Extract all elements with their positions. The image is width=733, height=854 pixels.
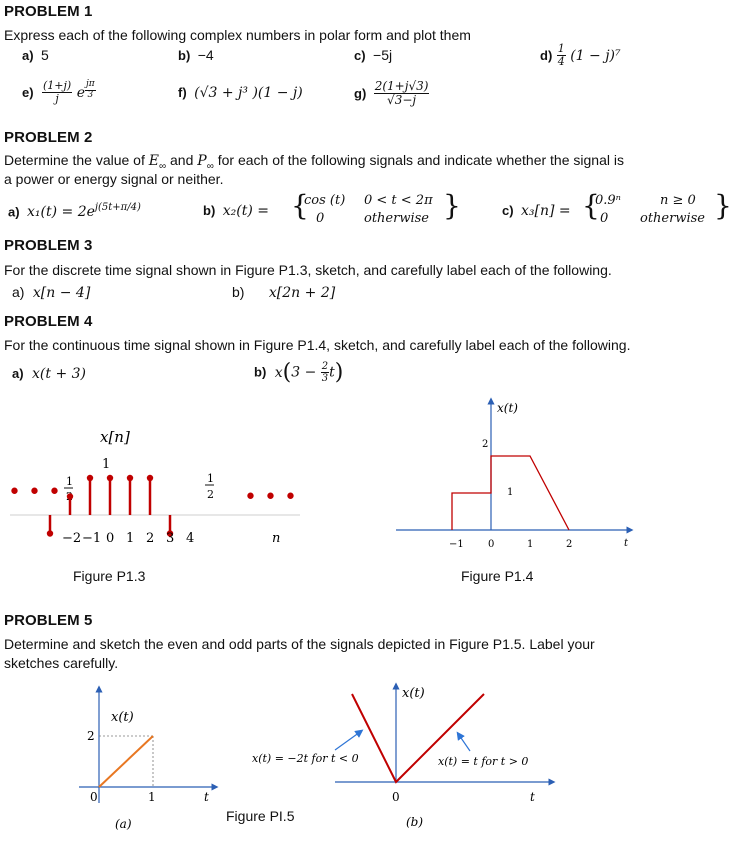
p4-a-label: a) [12, 366, 24, 381]
p4-b-frac: $\frac{2}{3}$ [321, 361, 329, 384]
fig15b-origin: 0 [392, 790, 400, 804]
fig13-half-right-num: 1 [207, 472, 214, 485]
p1-item-d [540, 43, 621, 68]
p2-c-brace-close: } [714, 189, 732, 222]
fig15a-sub: (a) [115, 817, 132, 831]
p2-b-case1-cond: 0 < t < 2π [364, 193, 433, 208]
p1-d-label: d) [540, 47, 553, 63]
figure-p1-5a [75, 683, 235, 843]
fig13-dots-right: • • • [244, 485, 297, 510]
p1-e-frac: $\frac{(1+j)}{j}$ [43, 79, 72, 106]
p2-c-label: c) [502, 203, 514, 218]
fig13-one-label: 1 [102, 457, 111, 472]
p4-b-label: b) [254, 364, 267, 380]
p1-f-label: f) [178, 85, 187, 100]
p2-b-label: b) [203, 203, 216, 218]
p3-item-b [232, 284, 335, 302]
fig15a-xlabel: t [204, 790, 209, 804]
fig14-tick-label: 1 [527, 539, 534, 550]
p2-a-exp: j(5t+π/4) [94, 202, 141, 213]
fig13-stem-head [47, 530, 53, 536]
p3-a-label: a) [12, 284, 25, 300]
p1-a-expr: 5 [41, 47, 49, 63]
fig14-tick-label: 2 [566, 539, 573, 550]
p1-d-expr: (1 − j)⁷ [570, 47, 621, 64]
fig15a-origin: 0 [90, 790, 98, 804]
p1-c-expr: −5j [373, 47, 393, 63]
p2-a-expr: x₁(t) = 2e [27, 204, 95, 221]
fig13-stem-head [87, 475, 93, 481]
p-infinity: $P_\infty$ [197, 153, 214, 172]
p1-item-b [178, 47, 214, 65]
fig13-half-left-num: 1 [66, 475, 73, 488]
p2-b-case2-val: 0 [316, 211, 325, 226]
fig13-tick-labels [62, 531, 194, 546]
p2-c-lhs: x₃[n] = [521, 203, 571, 219]
fig14-tick-labels [449, 539, 572, 550]
p1-item-g [354, 80, 429, 107]
p3-b-expr: x[2n + 2] [268, 285, 336, 301]
fig13-tick-label: −1 [82, 531, 102, 546]
problem-1-heading: PROBLEM 1 [4, 3, 93, 20]
fig14-y1-label: 1 [507, 487, 514, 498]
p1-e-exponent: $\frac{j\pi}{3}$ [85, 79, 95, 100]
fig15a-y2: 2 [87, 729, 95, 743]
fig14-y2-label: 2 [482, 439, 489, 450]
fig15b-right-arrow [459, 735, 470, 751]
p2-b-lhs: x₂(t) = [222, 203, 269, 219]
p2-item-c [502, 202, 571, 220]
p2-c-brace: { [582, 189, 600, 222]
problem-3-instruction: For the discrete time signal shown in Figure P1.3, sketch, and carefully label each of the following. [4, 262, 612, 278]
p2-a-label: a) [8, 204, 20, 220]
p1-e-base: e [76, 84, 85, 101]
fig15-caption: Figure PI.5 [226, 808, 295, 824]
p3-item-a [12, 284, 90, 302]
fig13-half-right-den: 2 [207, 488, 214, 501]
problem-4-instruction: For the continuous time signal shown in Figure P1.4, sketch, and carefully label each of the following. [4, 337, 631, 353]
problem-2-heading: PROBLEM 2 [4, 129, 93, 146]
p2-c-case2-cond: otherwise [640, 211, 705, 226]
fig15b-left-note: x(t) = −2t for t < 0 [252, 752, 359, 765]
fig13-stem-head [107, 475, 113, 481]
figure-p1-4 [390, 395, 650, 555]
p1-g-label: g) [354, 86, 367, 102]
fig14-tick-label: −1 [449, 539, 464, 550]
problem-5-instruction: Determine and sketch the even and odd parts of the signals depicted in Figure P1.5. Label your [4, 636, 595, 652]
p2-item-b [203, 202, 269, 220]
e-infinity: $E_\infty$ [148, 153, 167, 172]
p2-c-case2-val: 0 [600, 211, 609, 226]
problem-5-heading: PROBLEM 5 [4, 612, 93, 629]
p1-f-expr: (√3 + j³ )(1 − j) [194, 85, 303, 101]
p4-a-expr: x(t + 3) [32, 366, 86, 382]
figure-p1-3 [0, 420, 310, 550]
fig13-xlabel: n [272, 531, 281, 546]
fig13-stem-head [67, 493, 73, 499]
problem-3-heading: PROBLEM 3 [4, 237, 93, 254]
fig15b-signal-curve [352, 694, 484, 782]
fig13-dots-left: • • • [8, 480, 61, 505]
fig13-caption: Figure P1.3 [73, 568, 146, 584]
fig15b-xlabel: t [530, 790, 535, 804]
fig14-xlabel: t [624, 538, 629, 549]
p1-item-f [178, 84, 303, 102]
fig15a-ramp [99, 736, 153, 787]
p1-b-label: b) [178, 48, 191, 63]
fig13-tick-label: −2 [62, 531, 82, 546]
fig15b-left-arrow [335, 732, 360, 750]
fig15b-sub: (b) [406, 815, 424, 829]
p1-item-c [354, 47, 392, 65]
fig14-ylabel: x(t) [497, 401, 518, 415]
p1-e-label: e) [22, 84, 34, 100]
p1-d-frac: $\frac{1}{4}$ [557, 42, 565, 69]
fig15a-x1: 1 [148, 790, 156, 804]
fig15a-ylabel: x(t) [111, 710, 134, 725]
p3-b-label: b) [232, 284, 245, 300]
fig13-ylabel: x[n] [100, 428, 130, 446]
problem-1-instruction: Express each of the following complex numbers in polar form and plot them [4, 27, 471, 43]
fig14-caption: Figure P1.4 [461, 568, 534, 584]
fig13-stem-head [127, 475, 133, 481]
fig13-stem-head [147, 475, 153, 481]
problem-4-heading: PROBLEM 4 [4, 313, 93, 330]
p2-b-brace: { [291, 189, 309, 222]
p1-item-a [22, 47, 49, 65]
fig13-tick-label: 4 [186, 531, 195, 546]
fig15b-right-note: x(t) = t for t > 0 [438, 755, 529, 768]
problem-2-instruction-line2: a power or energy signal or neither. [4, 171, 224, 187]
fig15b-ylabel: x(t) [402, 686, 425, 701]
fig13-tick-label: 2 [146, 531, 155, 546]
fig13-tick-label: 3 [166, 531, 175, 546]
p2-item-a [8, 202, 141, 221]
problem-5-instruction-line2: sketches carefully. [4, 655, 119, 671]
p2-b-case2-cond: otherwise [364, 211, 429, 226]
problem-2-instruction: Determine the value of $E_\infty$ and $P_\infty$ for each of the following signals and indicate whether the signal is [4, 152, 624, 172]
p1-a-label: a) [22, 48, 34, 63]
p4-item-b: b) x(3 − $\frac{2}{3}$ t) [254, 360, 344, 385]
fig14-tick-label: 0 [488, 539, 495, 550]
fig13-tick-label: 0 [106, 531, 115, 546]
p1-b-expr: −4 [197, 47, 214, 63]
p2-c-case1-cond: n ≥ 0 [660, 193, 696, 208]
p2-b-case1-val: cos (t) [304, 193, 346, 208]
p2-b-brace-close: } [443, 189, 461, 222]
p1-g-frac: $\frac{2(1+j√3)}{√3-j}$ [374, 79, 429, 108]
p3-a-expr: x[n − 4] [32, 285, 91, 301]
p1-c-label: c) [354, 48, 366, 63]
fig13-tick-label: 1 [126, 531, 135, 546]
p1-item-e [22, 80, 96, 105]
p2-c-case1-val: 0.9ⁿ [595, 193, 621, 208]
p4-item-a [12, 365, 86, 383]
